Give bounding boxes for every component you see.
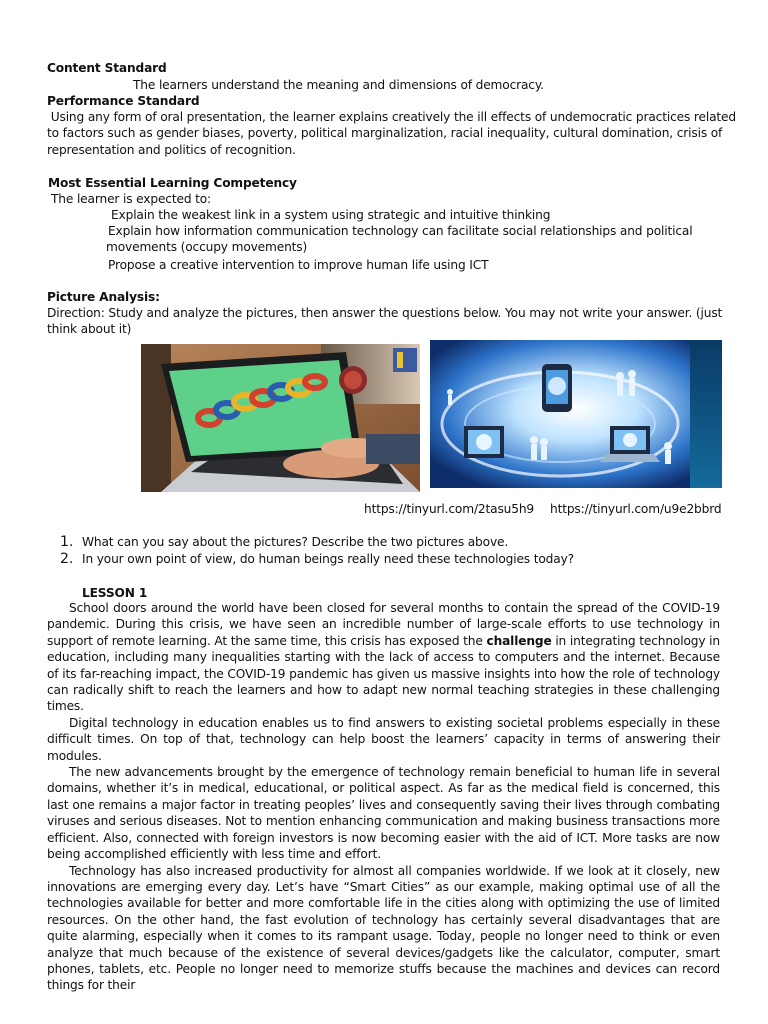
lesson-paragraph-4: Technology has also increased productivity for almost all companies worldwide. If we look at it closely, new innovations are emerging every day. Let’s have “Smart Cities” as our example, making optimal use of all the technologies available for better and more comfortable life in the cities along with optimizing the use of limited resources. On the other hand, the fast evolution of technology has certainly several disadvantages that are quite alarming, especially when it comes to its rampant usage. Today, people no longer need to think or even analyze that much because of the existence of several devices/gadgets like the calculator, computer, smart phones, tablets, etc. People no longer need to memorize stuffs because the machines and devices can record things for their [47, 863, 720, 993]
lesson-paragraph-2: Digital technology in education enables us to find answers to existing societal problems especially in these difficult times. On top of that, technology can help boost the learners’ capacity in terms of answering their modules. [47, 715, 720, 763]
melc-item-1: Explain the weakest link in a system using strategic and intuitive thinking [111, 208, 551, 222]
melc-item-2: Explain how information communication technology can facilitate social relationships and political [108, 224, 693, 238]
direction-line-2: think about it) [47, 322, 132, 336]
melc-heading: Most Essential Learning Competency [48, 176, 297, 190]
performance-standard-line-2: to factors such as gender biases, poverty, political marginalization, racial inequality, cultural domination, crisis of [47, 126, 723, 140]
melc-intro: The learner is expected to: [51, 192, 212, 206]
question-text: In your own point of view, do human beings really need these technologies today? [82, 552, 574, 566]
picture-analysis-heading: Picture Analysis: [47, 290, 160, 304]
content-standard-heading: Content Standard [47, 61, 167, 75]
tech-network-picture [430, 340, 722, 492]
laptop-chain-picture [141, 344, 420, 492]
content-standard-text: The learners understand the meaning and dimensions of democracy. [133, 78, 544, 92]
performance-standard-line-3: representation and politics of recognition. [47, 143, 296, 157]
lesson-body [47, 600, 720, 994]
melc-item-2-cont: movements (occupy movements) [106, 240, 308, 254]
lesson-paragraph-3: The new advancements brought by the emergence of technology remain beneficial to human life in several domains, whether it’s in medical, educational, or political aspect. As far as the medical field is concerned, this last one remains a major factor in treating peoples’ lives and consequently saving their lives through combating viruses and serious diseases. Not to mention enhancing communication and making business transactions more efficient. Also, connected with foreign investors is now becoming easier with the aid of ICT. More tasks are now being accomplished efficiently with less time and effort. [47, 765, 720, 862]
p1-text-b: in integrating technology in education, including many inequalities starting with the lack of access to computers and the internet. Because of its far-reaching impact, the COVID-19 pandemic has given us massive insights into how the role of technology can radically shift to reach the learners and how to adapt new normal teaching strategies in these challenging times. [47, 633, 720, 714]
direction-line-1: Direction: Study and analyze the pictures, then answer the questions below. You may not write your answer. (just [47, 306, 723, 320]
question-number: 2. [60, 551, 74, 567]
lesson-title: LESSON 1 [82, 586, 148, 600]
performance-standard-line-1: Using any form of oral presentation, the learner explains creatively the ill effects of undemocratic practices related [47, 110, 736, 124]
picture-1-link[interactable]: https://tinyurl.com/2tasu5h9 [364, 502, 535, 516]
lesson-paragraph-1 [47, 600, 720, 715]
melc-item-3: Propose a creative intervention to improve human life using ICT [108, 258, 489, 272]
picture-2-link[interactable]: https://tinyurl.com/u9e2bbrd [550, 502, 722, 516]
question-text: What can you say about the pictures? Describe the two pictures above. [82, 535, 509, 549]
question-number: 1. [60, 534, 74, 550]
performance-standard-heading: Performance Standard [47, 94, 200, 108]
p1-text-a: School doors around the world have been closed for several months to contain the spread of the COVID-19 pandemic. During this crisis, we have seen an incredible number of large-scale efforts to use technology in support of remote learning. At the same time, this crisis has exposed the [47, 601, 720, 648]
p1-bold-word: challenge [486, 633, 552, 648]
